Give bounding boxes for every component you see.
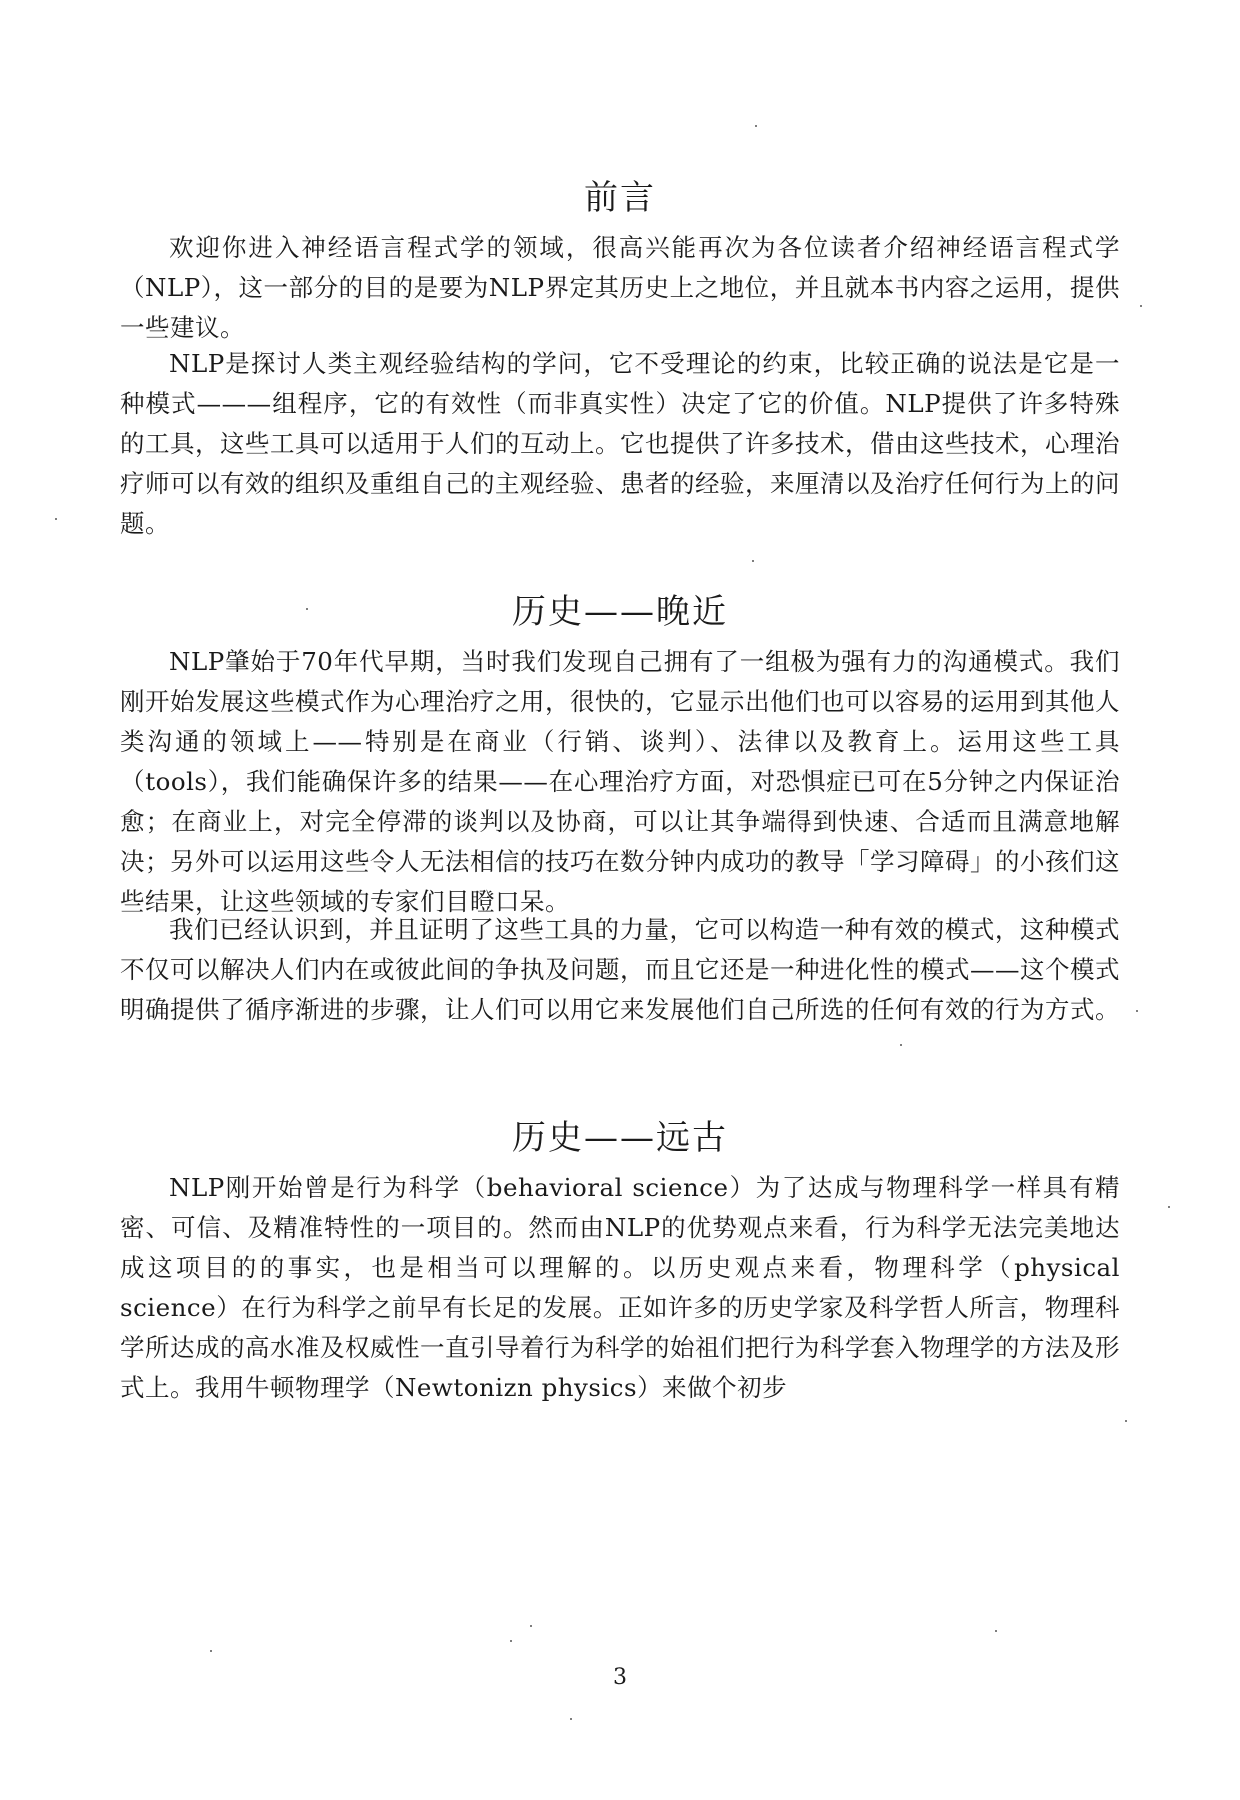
section-title-preface: 前言 (584, 178, 656, 218)
history-ancient-paragraph-1: NLP刚开始曾是行为科学（behavioral science）为了达成与物理科学一样具有精密、可信、及精准特性的一项目的。然而由NLP的优势观点来看，行为科学无法完美地达成这项目的的事实，也是相当可以理解的。以历史观点来看，物理科学（physical science）在行为科学之前早有长足的发展。正如许多的历史学家及科学哲人所言，物理科学所达成的高水准及权威性一直引导着行为科学的始祖们把行为科学套入物理学的方法及形式上。我用牛顿物理学（Newtonizn physics）来做个初步 (120, 1173, 1120, 1402)
scan-speck (755, 125, 757, 127)
page-number: 3 (613, 1665, 627, 1690)
history-recent-paragraph-2: 我们已经认识到，并且证明了这些工具的力量，它可以构造一种有效的模式，这种模式不仅可以解决人们内在或彼此间的争执及问题，而且它还是一种进化性的模式——这个模式明确提供了循序渐进的步骤，让人们可以用它来发展他们自己所选的任何有效的行为方式。 (120, 915, 1120, 1024)
history-recent-paragraph-1: NLP肇始于70年代早期，当时我们发现自己拥有了一组极为强有力的沟通模式。我们刚开始发展这些模式作为心理治疗之用，很快的，它显示出他们也可以容易的运用到其他人类沟通的领域上——特别是在商业（行销、谈判）、法律以及教育上。运用这些工具（tools），我们能确保许多的结果——在心理治疗方面，对恐惧症已可在5分钟之内保证治愈；在商业上，对完全停滞的谈判以及协商，可以让其争端得到快速、合适而且满意地解决；另外可以运用这些令人无法相信的技巧在数分钟内成功的教导「学习障碍」的小孩们这些结果，让这些领域的专家们目瞪口呆。 (120, 647, 1120, 916)
scan-speck (1136, 1010, 1138, 1012)
scan-speck (900, 1044, 902, 1046)
scan-speck (1168, 1206, 1170, 1208)
scan-speck (995, 1630, 997, 1632)
preface-paragraph-1: 欢迎你进入神经语言程式学的领域，很高兴能再次为各位读者介绍神经语言程式学（NLP），这一部分的目的是要为NLP界定其历史上之地位，并且就本书内容之运用，提供一些建议。 (120, 233, 1120, 342)
section-title-history-ancient: 历史——远古 (512, 1118, 728, 1158)
scan-speck (752, 560, 754, 562)
scan-speck (210, 1650, 212, 1652)
scan-speck (1125, 1420, 1127, 1422)
scan-speck (510, 1640, 512, 1642)
scan-speck (1140, 305, 1142, 307)
preface-paragraph-2: NLP是探讨人类主观经验结构的学问，它不受理论的约束，比较正确的说法是它是一种模式———组程序，它的有效性（而非真实性）决定了它的价值。NLP提供了许多特殊的工具，这些工具可以适用于人们的互动上。它也提供了许多技术，借由这些技术，心理治疗师可以有效的组织及重组自己的主观经验、患者的经验，来厘清以及治疗任何行为上的问题。 (120, 349, 1120, 538)
scan-speck (306, 608, 308, 610)
scan-speck (570, 1718, 572, 1720)
scan-speck (530, 1625, 532, 1627)
scan-speck (55, 518, 57, 520)
section-title-history-recent: 历史——晚近 (512, 592, 728, 632)
